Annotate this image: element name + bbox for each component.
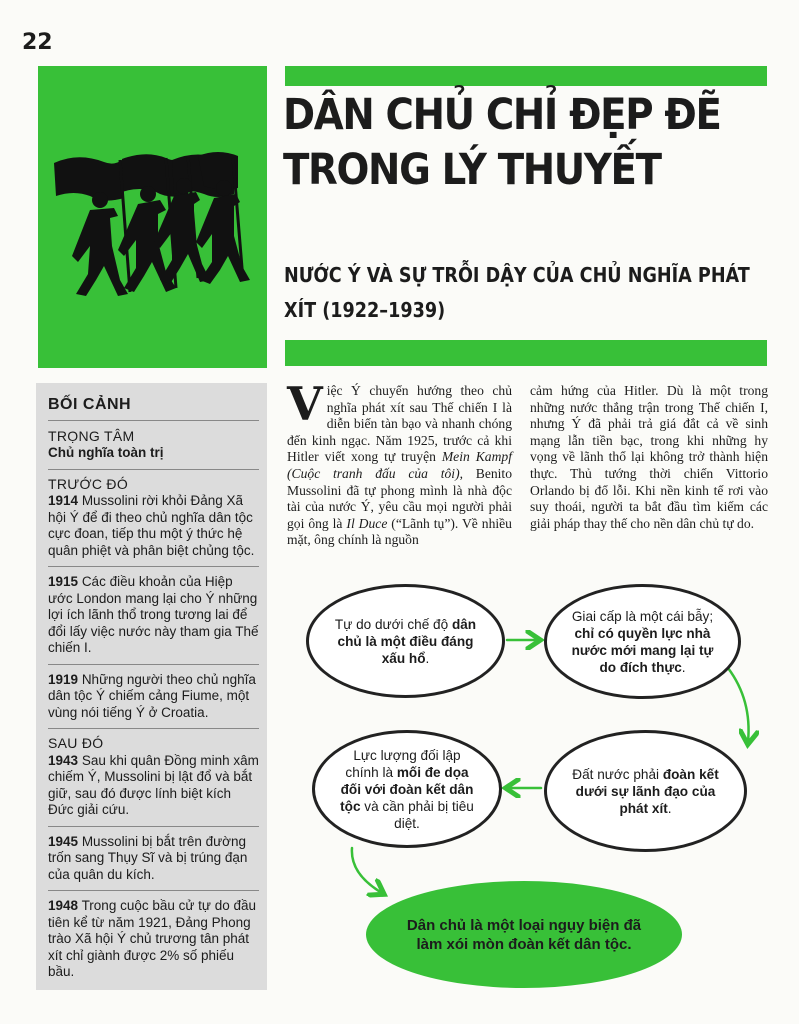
node-end: và cần phải bị tiêu diệt. — [360, 798, 474, 831]
book-title-translation: (Cuộc tranh đấu của tôi) — [287, 465, 460, 481]
timeline-year: 1915 — [48, 574, 79, 589]
flow-node-4-text — [337, 747, 477, 832]
node-bold-text: dân chủ là một điều đáng xấu hổ — [337, 616, 477, 666]
node-plain-text: Giai cấp là một cái bẫy; — [571, 608, 714, 624]
body-column-right: cảm hứng của Hitler. Dù là một trong những nước thắng trận trong Thế chiến I, nhưng Ý đã phải trả giá đắt cả về sinh mạng lẫn tiền bạc, trong khi những hy vọng về lãnh thổ lại không trở thành hiện thực. Thủ tướng thời chiến Vittorio Orlando bị đổ lỗi. Khi nền kinh tế rơi vào suy thoái, người ta bắt đầu tìm kiếm các giải pháp thay thế cho nền dân chủ tự do. — [530, 383, 768, 531]
flow-node-conclusion-text: Dân chủ là một loại ngụy biện đã làm xói mòn đoàn kết dân tộc. — [406, 916, 642, 953]
arrow-2-to-3 — [728, 668, 749, 742]
node-bold-text: chỉ có quyền lực nhà nước mới mang lại tự do đích thực — [571, 625, 714, 675]
timeline-year: 1919 — [48, 671, 79, 687]
flow-node-4 — [312, 730, 502, 848]
focus-value-text: Chủ nghĩa toàn trị — [48, 445, 164, 460]
flow-node-3-text — [569, 766, 722, 817]
node-plain-text: Đất nước phải — [572, 766, 660, 782]
node-end: . — [681, 659, 686, 675]
book-title: Mein Kampf — [441, 449, 512, 465]
timeline-text: Mussolini rời khỏi Đảng Xã hội Ý để đi theo chủ nghĩa dân tộc cực đoan, tiếp thu một ý thức hệ quân phiệt và phân biệt chủng tộc. — [48, 493, 255, 558]
sidebar-heading: BỐI CẢNH — [48, 397, 259, 421]
timeline-text: Trong cuộc bầu cử tự do đầu tiên kể từ năm 1921, Đảng Phong trào Xã hội Ý chủ trương tân phát xít chỉ giành được 2% số phiếu bầu. — [48, 898, 256, 979]
timeline-year: 1948 — [48, 898, 79, 913]
node-bold-text: đoàn kết dưới sự lãnh đạo của phát xít — [575, 766, 719, 816]
node-end: . — [667, 800, 672, 816]
body-text: (“Lãnh tụ”). Về nhiều mặt, ông chính là nguồn — [287, 515, 512, 548]
timeline-text: Các điều khoản của Hiệp ước London mang lại cho Ý những lợi ích lãnh thổ trong tương lai để đổi lấy việc nước này tham gia Thế chiến I. — [48, 574, 259, 655]
flow-node-1 — [306, 584, 505, 698]
timeline-year: 1943 — [48, 752, 79, 768]
page-number: 22 — [22, 30, 53, 55]
flow-node-3 — [544, 730, 747, 852]
node-plain-text: Tự do dưới chế độ — [334, 616, 449, 632]
after-label: SAU ĐÓ — [48, 735, 104, 751]
drop-cap: V — [287, 377, 323, 431]
honorific-title: Il Duce — [346, 515, 388, 531]
flow-node-conclusion — [366, 881, 682, 988]
before-label: TRƯỚC ĐÓ — [48, 475, 129, 492]
page-subtitle: NƯỚC Ý VÀ SỰ TRỖI DẬY CỦA CHỦ NGHĨA PHÁT XÍT (1922–1939) — [284, 263, 750, 322]
page-title: DÂN CHỦ CHỈ ĐẸP ĐẼ TRONG LÝ THUYẾT — [283, 90, 721, 195]
flow-node-1-text — [331, 616, 480, 667]
node-bold-text: mối đe dọa đối với đoàn kết dân tộc — [340, 764, 474, 814]
timeline-year: 1914 — [48, 493, 79, 508]
arrow-4-to-5 — [352, 848, 382, 893]
timeline-year: 1945 — [48, 833, 79, 849]
flow-node-2-text — [569, 608, 716, 676]
node-end: . — [425, 650, 430, 666]
focus-label: TRỌNG TÂM — [48, 427, 135, 444]
timeline-text: Sau khi quân Đồng minh xâm chiếm Ý, Mussolini bị lật đổ và bắt giữ, sau đó được lính biệt kích Đức giải cứu. — [48, 752, 259, 817]
node-plain-text: Lực lượng đối lập chính là — [345, 747, 461, 780]
flow-node-2 — [544, 584, 741, 699]
body-text: , Benito Mussolini đã tự phong mình là nhà độc tài của nước Ý, yêu cầu mọi người phải gọi ông là — [287, 465, 512, 531]
timeline-text: Những người theo chủ nghĩa dân tộc Ý chiếm cảng Fiume, một vùng nói tiếng Ý ở Croatia. — [48, 671, 256, 720]
body-text: iệc Ý chuyển hướng theo chủ nghĩa phát xít sau Thế chiến I là diễn biến tàn bạo và nhanh chóng đến kinh ngạc. Năm 1925, trước cả khi Hitler viết xong tự truyện — [287, 383, 512, 465]
timeline-text: Mussolini bị bắt trên đường trốn sang Thụy Sĩ và bị trúng đạn của quân du kích. — [48, 833, 248, 882]
